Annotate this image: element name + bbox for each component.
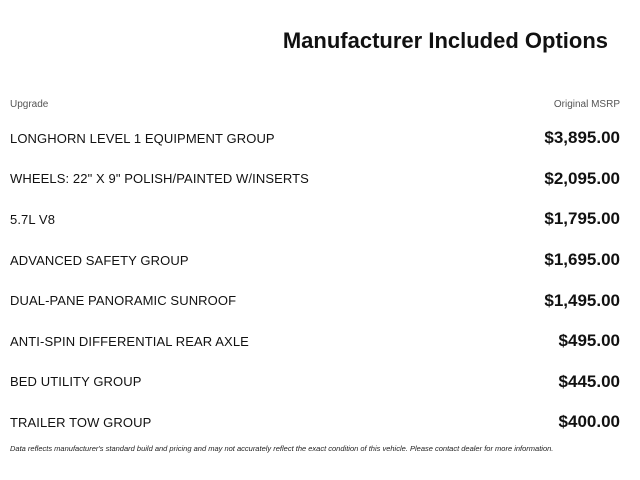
options-list xyxy=(10,118,620,443)
option-name: 5.7L V8 xyxy=(10,211,56,227)
option-row xyxy=(10,159,620,200)
option-price: $495.00 xyxy=(558,331,620,351)
option-name: BED UTILITY GROUP xyxy=(10,374,142,390)
option-price: $1,495.00 xyxy=(544,290,620,310)
option-price: $1,795.00 xyxy=(544,209,620,229)
option-row xyxy=(10,280,620,321)
option-name: ANTI-SPIN DIFFERENTIAL REAR AXLE xyxy=(10,333,249,349)
option-name: TRAILER TOW GROUP xyxy=(10,414,152,430)
option-name: WHEELS: 22" X 9" POLISH/PAINTED W/INSERTS xyxy=(10,171,309,187)
option-row xyxy=(10,402,620,443)
option-row xyxy=(10,199,620,240)
column-header-row xyxy=(10,99,620,110)
option-price: $2,095.00 xyxy=(544,168,620,188)
msrp-column-header: Original MSRP xyxy=(553,99,620,110)
option-price: $400.00 xyxy=(558,412,620,432)
option-price: $445.00 xyxy=(558,371,620,391)
option-row xyxy=(10,118,620,159)
upgrade-column-header: Upgrade xyxy=(10,99,49,110)
option-row xyxy=(10,321,620,362)
page-title: Manufacturer Included Options xyxy=(282,28,608,53)
option-name: ADVANCED SAFETY GROUP xyxy=(10,252,189,268)
option-price: $1,695.00 xyxy=(544,250,620,270)
disclaimer-text: Data reflects manufacturer's standard build and pricing and may not accurately reflect the exact condition of this vehicle. Please contact dealer for more information. xyxy=(10,444,554,453)
option-row xyxy=(10,362,620,403)
option-price: $3,895.00 xyxy=(544,128,620,148)
option-row xyxy=(10,240,620,281)
option-name: LONGHORN LEVEL 1 EQUIPMENT GROUP xyxy=(10,130,275,146)
option-name: DUAL-PANE PANORAMIC SUNROOF xyxy=(10,293,237,309)
